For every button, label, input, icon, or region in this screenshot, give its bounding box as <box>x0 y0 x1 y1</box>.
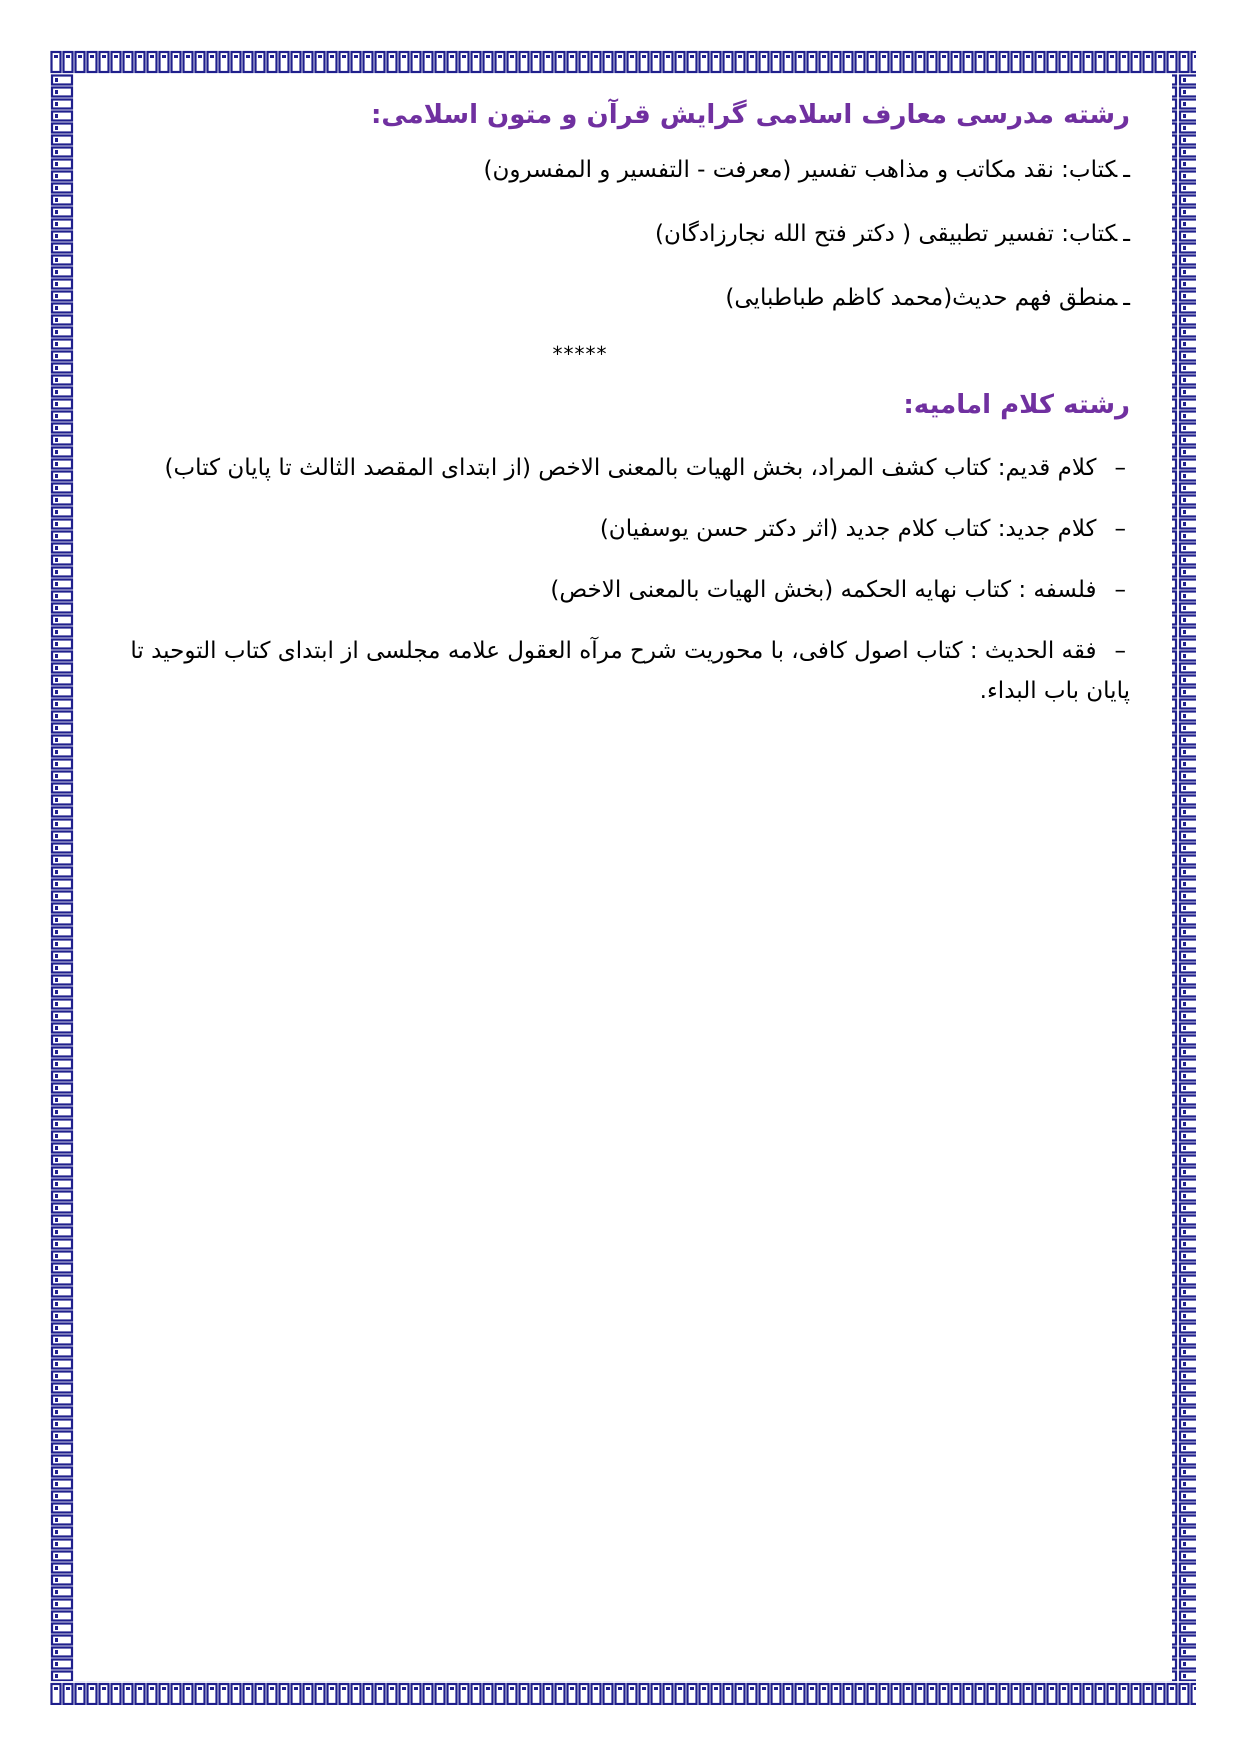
list-dash: – <box>1114 577 1126 603</box>
list-item <box>90 214 1130 254</box>
list-dash: ـ <box>1123 285 1130 311</box>
list-item-text: فلسفه : کتاب نهایه الحکمه (بخش الهیات بالمعنی الاخص) <box>550 577 1097 603</box>
list-dash: – <box>1114 638 1126 664</box>
section-title-quran: رشته مدرسی معارف اسلامی گرایش قرآن و متون اسلامی: <box>370 100 1130 130</box>
list-item <box>90 278 1130 318</box>
section-separator: ***** <box>552 342 608 366</box>
list-dash: – <box>1114 455 1126 481</box>
list-item-text: کتاب: تفسیر تطبیقی ( دکتر فتح الله نجارزادگان) <box>655 221 1118 247</box>
list-item-text: کلام جدید: کتاب کلام جدید (اثر دکتر حسن یوسفیان) <box>599 516 1097 542</box>
list-dash: ـ <box>1123 221 1130 247</box>
list-item-text: کلام قدیم: کتاب کشف المراد، بخش الهیات بالمعنی الاخص (از ابتدای المقصد الثالث تا پایان کتاب) <box>164 455 1097 481</box>
list-item-text: کتاب: نقد مکاتب و مذاهب تفسیر (معرفت - التفسیر و المفسرون) <box>483 157 1118 183</box>
list-item <box>90 150 1130 190</box>
list-dash: – <box>1114 516 1126 542</box>
list-item <box>90 448 1130 488</box>
book-list-kalam <box>90 448 1130 711</box>
list-item-text: فقه الحدیث : کتاب اصول کافی، با محوریت شرح مرآه العقول علامه مجلسی از ابتدای کتاب التوحید تا پایان باب البداء. <box>130 638 1130 704</box>
document-content <box>90 90 1130 732</box>
list-item <box>90 570 1130 610</box>
section-title-kalam: رشته کلام امامیه: <box>903 390 1130 420</box>
list-dash: ـ <box>1123 157 1130 183</box>
book-list-quran <box>90 150 1130 318</box>
list-item-text: منطق فهم حدیث(محمد کاظم طباطبایی) <box>725 285 1118 311</box>
list-item <box>90 631 1130 711</box>
list-item <box>90 509 1130 549</box>
